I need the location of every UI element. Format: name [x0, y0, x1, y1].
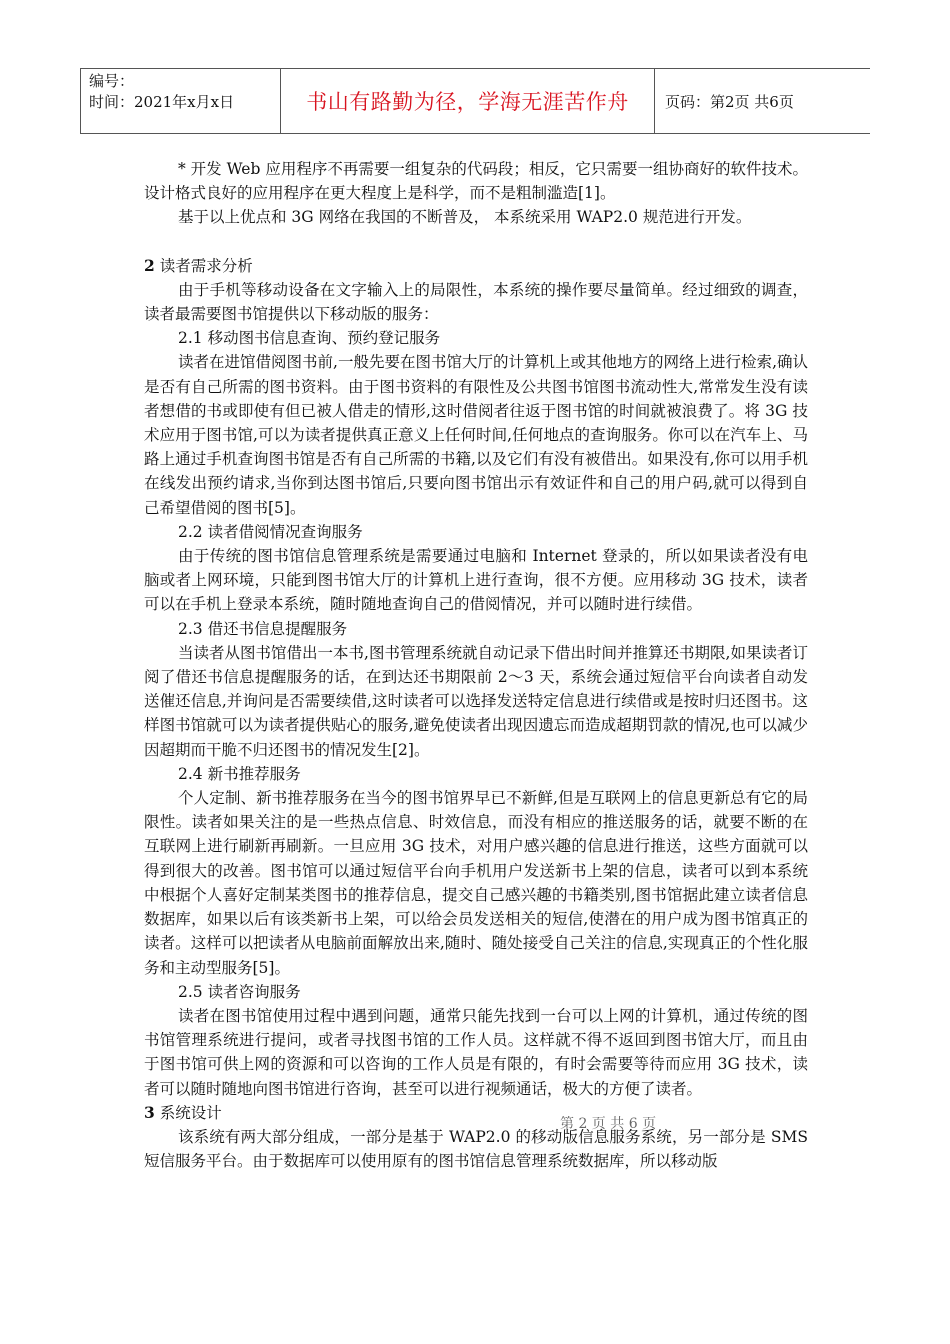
section-title: 系统设计 [154, 1103, 222, 1122]
section-heading-3 [144, 1101, 808, 1125]
paragraph: 该系统有两大部分组成，一部分是基于 WAP2.0 的移动版信息服务系统，另一部分是 SMS 短信服务平台。由于数据库可以使用原有的图书馆信息管理系统数据库，所以移动版 [144, 1127, 808, 1171]
header-meta [81, 69, 281, 133]
paragraph: 读者在进馆借阅图书前,一般先要在图书馆大厅的计算机上或其他地方的网络上进行检索,确认是否有自己所需的图书资料。由于图书资料的有限性及公共图书馆图书流动性大,常常发生没有读者想借的书或即使有但已被人借走的情形,这时借阅者往返于图书馆的时间就被浪费了。将 3G 技术应用于图书馆,可以为读者提供真正意义上任何时间,任何地点的查询服务。你可以在汽车上、马路上通过手机查询图书馆是否有自己所需的书籍,以及它们有没有被借出。如果没有,你可以用手机在线发出预约请求,当你到达图书馆后,只要向图书馆出示有效证件和自己的用户码,就可以得到自己希望借阅的图书[5]。 [144, 353, 808, 517]
paragraph: 当读者从图书馆借出一本书,图书管理系统就自动记录下借出时间并推算还书期限,如果读者订阅了借还书信息提醒服务的话，在到达还书期限前 2～3 天，系统会通过短信平台向读者自动发送催还信息,并询问是否需要续借,这时读者可以选择发送特定信息进行续借或是按时归还图书。这样图书馆就可以为读者提供贴心的服务,避免使读者出现因遗忘而造成超期罚款的情况,也可以减少因超期而干脆不归还图书的情况发生[2]。 [144, 643, 808, 759]
subsection-heading: 2.5 读者咨询服务 [178, 982, 301, 1001]
section-number: 2 [144, 255, 155, 275]
subsection-heading: 2.2 读者借阅情况查询服务 [178, 522, 363, 541]
paragraph: * 开发 Web 应用程序不再需要一组复杂的代码段；相反，它只需要一组协商好的软件技术。设计格式良好的应用程序在更大程度上是科学，而不是粗制滥造[1]。 [144, 160, 808, 203]
section-heading-2 [144, 254, 808, 278]
subsection-heading: 2.3 借还书信息提醒服务 [178, 619, 348, 638]
paragraph: 由于传统的图书馆信息管理系统是需要通过电脑和 Internet 登录的，所以如果读者没有电脑或者上网环境，只能到图书馆大厅的计算机上进行查询，很不方便。应用移动 3G 技术，读者可以在手机上登录本系统，随时随地查询自己的借阅情况，并可以随时进行续借。 [144, 547, 808, 614]
page-footer-overlay: 第 2 页 共 6 页 [560, 1116, 657, 1132]
subsection-heading: 2.1 移动图书信息查询、预约登记服务 [178, 329, 441, 348]
doc-number-label: 编号： [89, 72, 135, 90]
page-header [80, 68, 870, 134]
paragraph: 由于手机等移动设备在文字输入上的局限性，本系统的操作要尽量简单。经过细致的调查，读者最需要图书馆提供以下移动版的服务： [144, 280, 808, 324]
section-title: 读者需求分析 [154, 256, 253, 275]
subsection-heading: 2.4 新书推荐服务 [178, 764, 301, 783]
document-body [144, 157, 808, 1173]
paragraph: 个人定制、新书推荐服务在当今的图书馆界早已不新鲜,但是互联网上的信息更新总有它的局限性。读者如果关注的是一些热点信息、时效信息，而没有相应的推送服务的话，就要不断的在互联网上进行刷新再刷新。一旦应用 3G 技术，对用户感兴趣的信息进行推送，这些方面就可以得到很大的改善。图书馆可以通过短信平台向手机用户发送新书上架的信息，读者可以到本系统中根据个人喜好定制某类图书的推荐信息，提交自己感兴趣的书籍类别,图书馆据此建立读者信息数据库，如果以后有该类新书上架，可以给会员发送相关的短信,使潜在的用户成为图书馆真正的读者。这样可以把读者从电脑前面解放出来,随时、随处接受自己关注的信息,实现真正的个性化服务和主动型服务[5]。 [144, 789, 808, 977]
paragraph: 基于以上优点和 3G 网络在我国的不断普及， 本系统采用 WAP2.0 规范进行开发。 [178, 208, 752, 227]
paragraph: 读者在图书馆使用过程中遇到问题，通常只能先找到一台可以上网的计算机，通过传统的图书馆管理系统进行提问，或者寻找图书馆的工作人员。这样就不得不返回到图书馆大厅，而且由于图书馆可供上网的资源和可以咨询的工作人员是有限的，有时会需要等待而应用 3G 技术，读者可以随时随地向图书馆进行咨询，甚至可以进行视频通话，极大的方便了读者。 [144, 1006, 808, 1098]
header-motto: 书山有路勤为径，学海无涯苦作舟 [281, 69, 655, 133]
doc-date-label: 时间：2021年x月x日 [89, 93, 235, 111]
section-number: 3 [144, 1102, 155, 1122]
header-page-info: 页码：第2页 共6页 [665, 92, 794, 111]
